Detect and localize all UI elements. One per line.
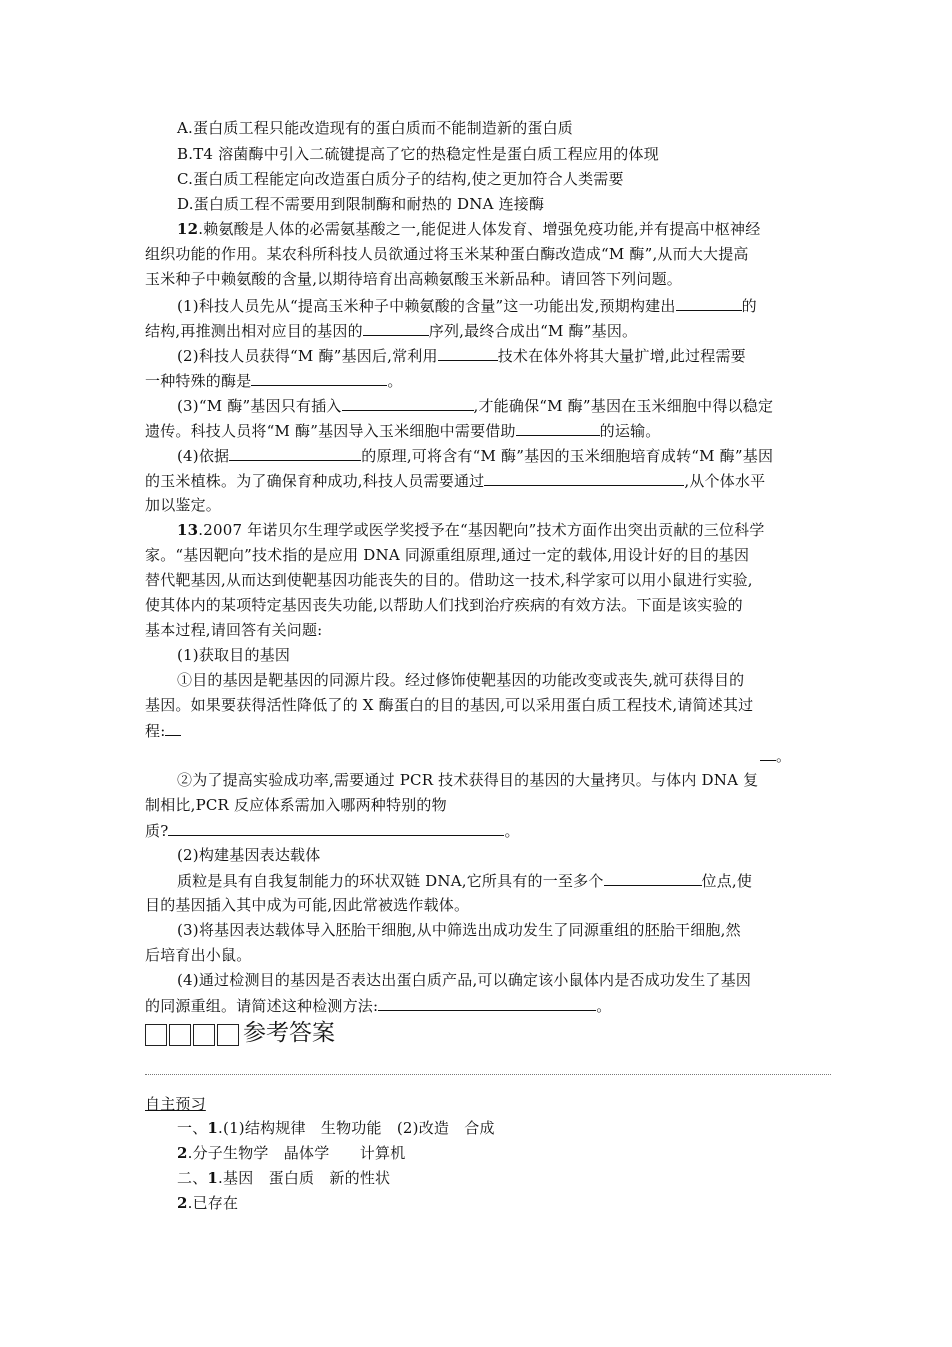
box-icon	[169, 1024, 191, 1046]
q12-part2-line1: (2)科技人员获得“M 酶”基因后,常利用 技术在体外将其大量扩增,此过程需要	[177, 347, 746, 365]
answer-blank[interactable]	[378, 995, 596, 1011]
q13-step4-line2: 的同源重组。请简述这种检测方法: 。	[145, 997, 612, 1015]
q13-step3-line1: (3)将基因表达载体导入胚胎干细胞,从中筛选出成功发生了同源重组的胚胎干细胞,然	[177, 921, 741, 939]
q13-step1a-line3: 程:	[145, 720, 181, 741]
q12-intro-line2: 组织功能的作用。某农科所科技人员欲通过将玉米某种蛋白酶改造成“M 酶”,从而大大提高	[145, 245, 749, 263]
q13-intro-line4: 使其体内的某项特定基因丧失功能,以帮助人们找到治疗疾病的有效方法。下面是该实验的	[145, 596, 743, 614]
q13-step1-title: (1)获取目的基因	[177, 646, 291, 664]
answer-blank[interactable]	[760, 745, 776, 761]
q12-number: 12	[177, 220, 199, 238]
box-icon	[193, 1024, 215, 1046]
answer-blank[interactable]	[342, 395, 474, 411]
q13-step1a-end: 。	[760, 745, 791, 766]
q13-number: 13	[177, 521, 199, 539]
answers-header	[145, 1020, 335, 1046]
q13-step2-line2: 目的基因插入其中成为可能,因此常被选作载体。	[145, 896, 470, 914]
option-a: A.蛋白质工程只能改造现有的蛋白质而不能制造新的蛋白质	[177, 119, 574, 137]
box-icon	[145, 1024, 167, 1046]
answer-blank[interactable]	[363, 320, 429, 336]
q12-intro-line1: 12.赖氨酸是人体的必需氨基酸之一,能促进人体发育、增强免疫功能,并有提高中枢神经	[177, 220, 761, 238]
option-c: C.蛋白质工程能定向改造蛋白质分子的结构,使之更加符合人类需要	[177, 170, 624, 188]
q13-intro-line1: 13.2007 年诺贝尔生理学或医学奖授予在“基因靶向”技术方面作出突出贡献的三位科学	[177, 521, 765, 539]
option-d: D.蛋白质工程不需要用到限制酶和耐热的 DNA 连接酶	[177, 195, 545, 213]
answer-blank[interactable]	[165, 720, 181, 736]
box-icon	[217, 1024, 239, 1046]
answers-title: 参考答案	[243, 1020, 335, 1046]
q12-part4-line2: 的玉米植株。为了确保育种成功,科技人员需要通过 ,从个体水平	[145, 472, 766, 490]
option-b: B.T4 溶菌酶中引入二硫键提高了它的热稳定性是蛋白质工程应用的体现	[177, 145, 659, 163]
q13-step4-line1: (4)通过检测目的基因是否表达出蛋白质产品,可以确定该小鼠体内是否成功发生了基因	[177, 971, 752, 989]
answer-blank[interactable]	[484, 470, 684, 486]
q13-step1b-line2: 制相比,PCR 反应体系需加入哪两种特别的物	[145, 796, 447, 814]
dotted-divider	[145, 1074, 831, 1075]
q12-part4-line1: (4)依据 的原理,可将含有“M 酶”基因的玉米细胞培育成转“M 酶”基因	[177, 447, 774, 465]
answer-line1: 一、1.(1)结构规律 生物功能 (2)改造 合成	[177, 1119, 495, 1137]
q12-part3-line2: 遗传。科技人员将“M 酶”基因导入玉米细胞中需要借助 的运输。	[145, 422, 661, 440]
q12-part4-line3: 加以鉴定。	[145, 496, 222, 514]
q13-step1a-line2: 基因。如果要获得活性降低了的 X 酶蛋白的目的基因,可以采用蛋白质工程技术,请简述其过	[145, 696, 754, 714]
answer-blank[interactable]	[676, 295, 742, 311]
answer-blank[interactable]	[251, 370, 387, 386]
answer-line4: 2.已存在	[177, 1194, 239, 1212]
q12-part3-line1: (3)“M 酶”基因只有插入 ,才能确保“M 酶”基因在玉米细胞中得以稳定	[177, 397, 774, 415]
q12-part2-line2: 一种特殊的酶是 。	[145, 372, 403, 390]
q12-part1-line1: (1)科技人员先从“提高玉米种子中赖氨酸的含量”这一功能出发,预期构建出 的	[177, 297, 757, 315]
q13-intro-line3: 替代靶基因,从而达到使靶基因功能丧失的目的。借助这一技术,科学家可以用小鼠进行实验,	[145, 571, 753, 589]
q13-step3-line2: 后培育出小鼠。	[145, 946, 252, 964]
q12-intro-line3: 玉米种子中赖氨酸的含量,以期待培育出高赖氨酸玉米新品种。请回答下列问题。	[145, 270, 682, 288]
q13-step1b-line1: ②为了提高实验成功率,需要通过 PCR 技术获得目的基因的大量拷贝。与体内 DNA 复	[177, 771, 759, 789]
answer-blank[interactable]	[229, 445, 361, 461]
q13-intro-line2: 家。“基因靶向”技术指的是应用 DNA 同源重组原理,通过一定的载体,用设计好的目的基因	[145, 546, 750, 564]
answers-section-title: 自主预习	[145, 1095, 206, 1113]
q13-step1a-line1: ①目的基因是靶基因的同源片段。经过修饰使靶基因的功能改变或丧失,就可获得目的	[177, 671, 745, 689]
answer-blank[interactable]	[168, 820, 504, 836]
q13-step1b-line3: 质? 。	[145, 822, 520, 840]
answer-blank[interactable]	[516, 420, 600, 436]
q13-intro-line5: 基本过程,请回答有关问题:	[145, 621, 323, 639]
answer-line3: 二、1.基因 蛋白质 新的性状	[177, 1169, 391, 1187]
answer-blank[interactable]	[438, 345, 498, 361]
q13-step2-title: (2)构建基因表达载体	[177, 846, 321, 864]
q12-part1-line2: 结构,再推测出相对应目的基因的 序列,最终合成出“M 酶”基因。	[145, 322, 638, 340]
answer-blank[interactable]	[604, 870, 702, 886]
q13-step2-line1: 质粒是具有自我复制能力的环状双链 DNA,它所具有的一至多个 位点,使	[177, 872, 753, 890]
answer-line2: 2.分子生物学 晶体学 计算机	[177, 1144, 406, 1162]
